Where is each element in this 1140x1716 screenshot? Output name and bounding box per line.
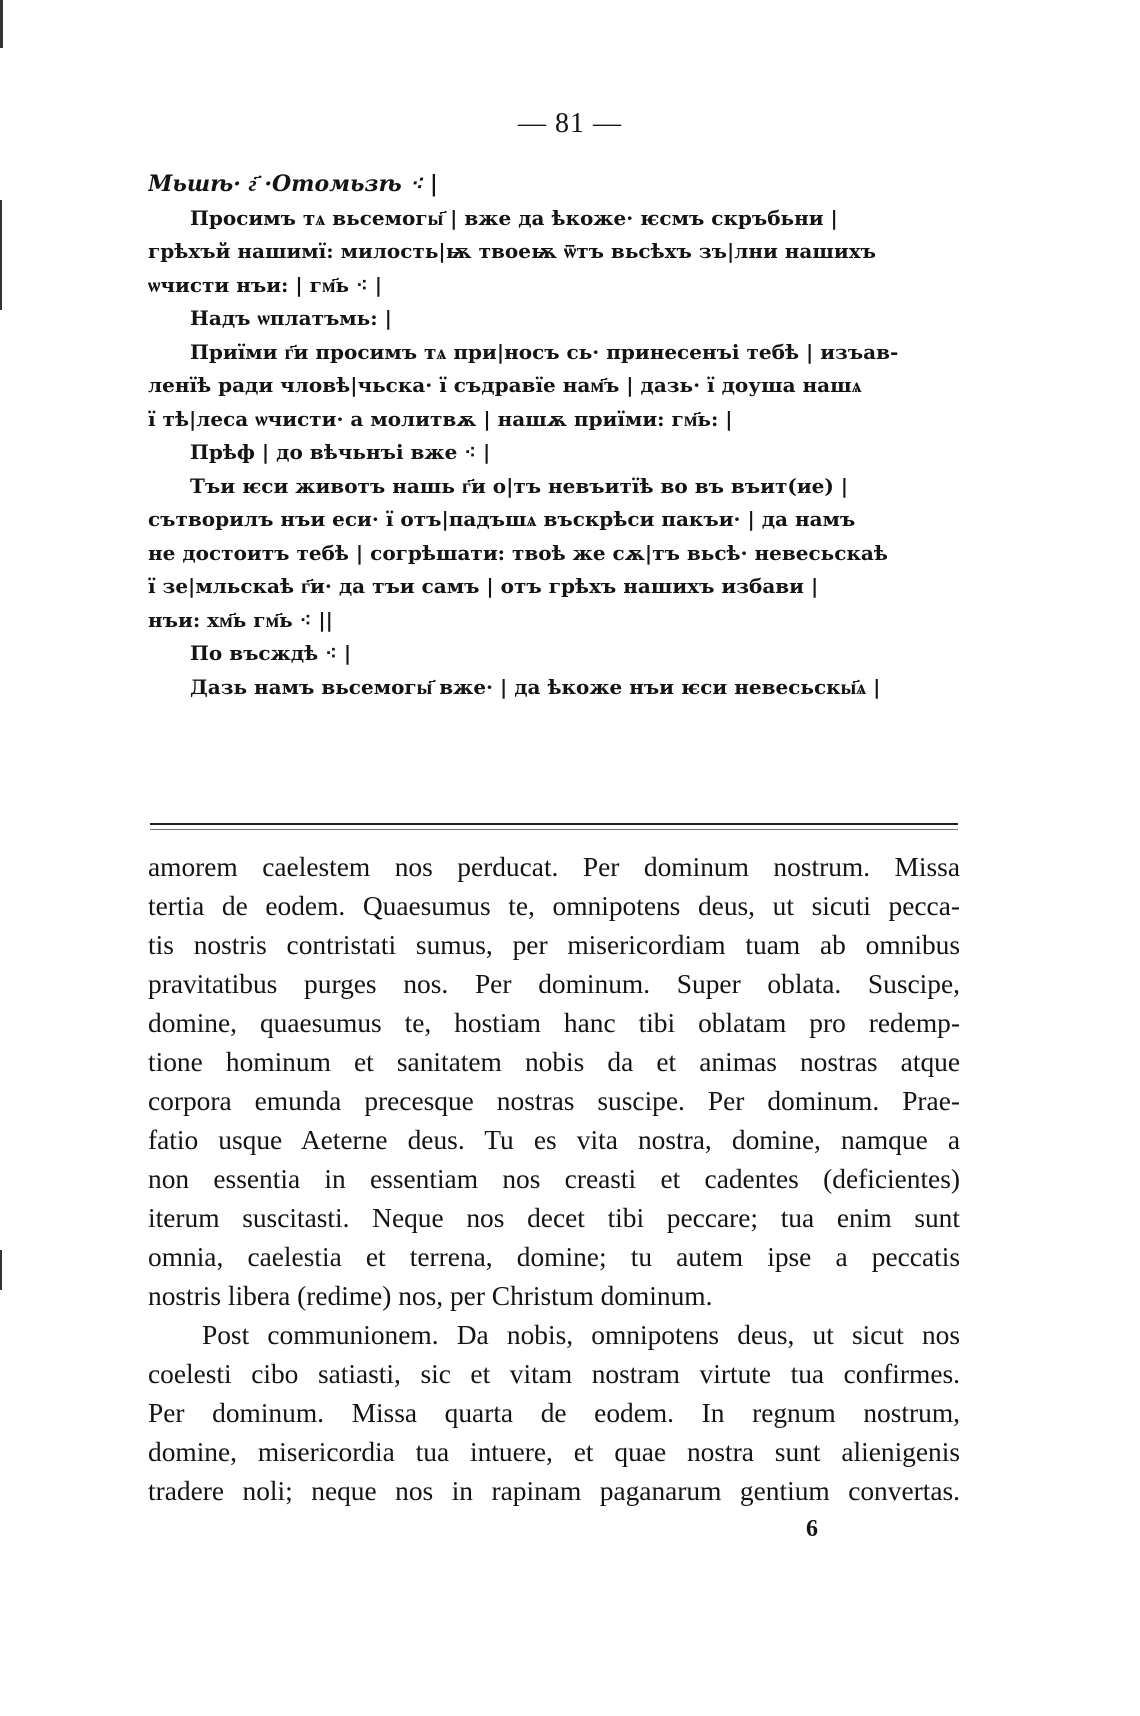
separator-rule-thin bbox=[150, 829, 958, 830]
latin-line: Post communionem. Da nobis, omnipotens deus, ut sicut nos bbox=[202, 1320, 960, 1350]
latin-line: Per dominum. Missa quarta de eodem. In regnum nostrum, bbox=[148, 1398, 960, 1428]
slavonic-line: Тъи ѥси животъ нашь г҃и о|тъ невъитїѣ во въ въит(ие) | bbox=[190, 473, 849, 498]
latin-line: tione hominum et sanitatem nobis da et animas nostras atque bbox=[148, 1047, 960, 1077]
latin-line: coelesti cibo satiasti, sic et vitam nostram virtute tua confirmes. bbox=[148, 1359, 960, 1389]
slavonic-line: Просимъ тѧ вьсемогы҃ | вже да ѣкоже· ѥсмъ скръбьни | bbox=[190, 205, 838, 230]
slavonic-line: ї тѣ|леса ѡчисти· а молитвѫ | нашѫ приїми: гм҃ь: | bbox=[148, 406, 733, 431]
slavonic-section-heading: Надъ ѡплатъмь: | bbox=[190, 306, 392, 330]
page-number: — 81 — bbox=[518, 108, 622, 139]
latin-line: tis nostris contristati sumus, per misericordiam tuam ab omnibus bbox=[148, 930, 960, 960]
latin-line: non essentia in essentiam nos creasti et cadentes (deficientes) bbox=[148, 1164, 960, 1194]
slavonic-section-heading: По въсждѣ ⁖ | bbox=[190, 641, 352, 665]
slavonic-line: Приїми г҃и просимъ тѧ при|носъ сь· принесенъі тебѣ | изъав- bbox=[190, 339, 899, 364]
latin-line: corpora emunda precesque nostras suscipe. Per dominum. Prae- bbox=[148, 1086, 960, 1116]
slavonic-line: Дазь намъ вьсемогы҃ вже· | да ѣкоже нъи ѥси невесьскы҃ѧ | bbox=[190, 674, 881, 699]
latin-line: fatio usque Aeterne deus. Tu es vita nostra, domine, namque a bbox=[148, 1125, 960, 1155]
latin-translation bbox=[148, 848, 960, 1511]
slavonic-line: нъи: хм҃ь гм҃ь ⁖ || bbox=[148, 607, 333, 632]
latin-line: domine, quaesumus te, hostiam hanc tibi oblatam pro redemp- bbox=[148, 1008, 960, 1038]
latin-line: amorem caelestem nos perducat. Per dominum nostrum. Missa bbox=[148, 852, 960, 882]
slavonic-heading: Мьшѣ· г҃ ·Отомьзѣ ⁖ | bbox=[148, 171, 438, 197]
slavonic-line: не достоитъ тебѣ | согрѣшати: твоѣ же сѫ|тъ вьсѣ· невесьскаѣ bbox=[148, 540, 888, 565]
slavonic-line: грѣхъй нашимї: милость|ѭ твоеѭ ѿтъ вьсѣхъ зъ|лни нашихъ bbox=[148, 239, 876, 263]
latin-line: tertia de eodem. Quaesumus te, omnipotens deus, ut sicuti pecca- bbox=[148, 891, 960, 921]
latin-line: nostris libera (redime) nos, per Christum dominum. bbox=[148, 1281, 713, 1311]
latin-line: pravitatibus purges nos. Per dominum. Super oblata. Suscipe, bbox=[148, 969, 960, 999]
separator-rule bbox=[150, 823, 958, 825]
margin-mark-top bbox=[0, 0, 3, 48]
latin-line: omnia, caelestia et terrena, domine; tu autem ipse a peccatis bbox=[148, 1242, 960, 1272]
margin-mark-left bbox=[0, 200, 2, 310]
slavonic-line: сътворилъ нъи еси· ї отъ|падъшѧ въскрѣси пакъи· | да намъ bbox=[148, 507, 856, 531]
slavonic-line: ѡчисти нъи: | гм҃ь ⁖ | bbox=[148, 272, 382, 297]
church-slavonic-text bbox=[148, 168, 958, 704]
signature-mark: 6 bbox=[806, 1516, 818, 1542]
latin-line: domine, misericordia tua intuere, et quae nostra sunt alienigenis bbox=[148, 1437, 960, 1467]
latin-line: tradere noli; neque nos in rapinam paganarum gentium convertas. bbox=[148, 1476, 960, 1506]
slavonic-section-heading: Прѣф | до вѣчьнъі вже ⁖ | bbox=[190, 440, 491, 464]
slavonic-line: ї зе|мльскаѣ г҃и· да тъи самъ | отъ грѣхъ нашихъ избави | bbox=[148, 574, 819, 598]
slavonic-line: ленїѣ ради чловѣ|чьска· ї съдравїе нам҃ъ | дазь· ї доуша нашѧ bbox=[148, 373, 862, 397]
margin-mark-bottom bbox=[0, 1250, 2, 1290]
latin-line: iterum suscitasti. Neque nos decet tibi peccare; tua enim sunt bbox=[148, 1203, 960, 1233]
